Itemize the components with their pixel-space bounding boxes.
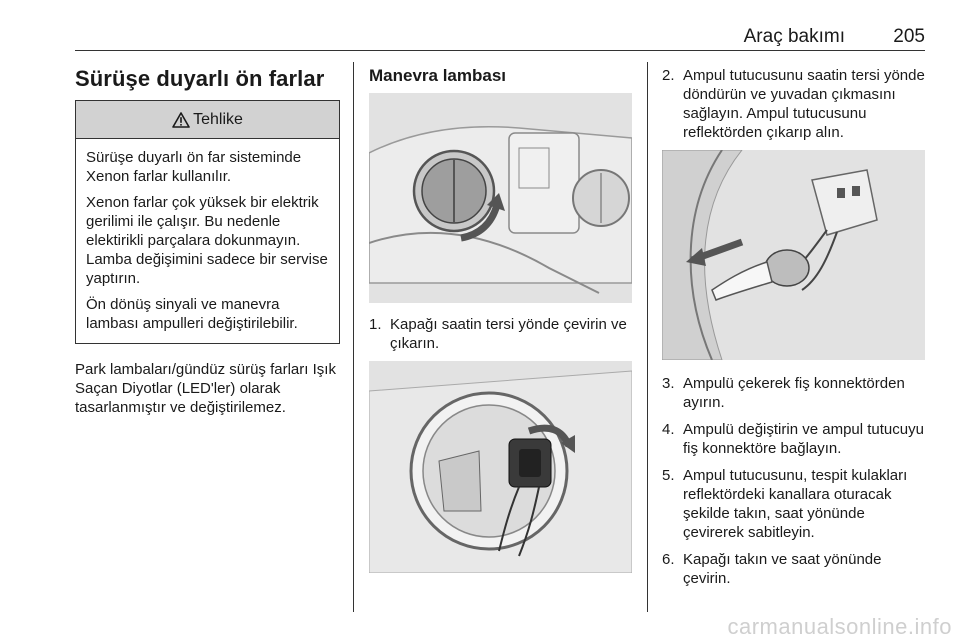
column-middle <box>369 62 634 573</box>
step-number: 2. <box>662 67 675 84</box>
watermark: carmanualsonline.info <box>727 614 952 639</box>
column-divider <box>647 62 648 612</box>
headlamp-cover-illustration <box>369 93 632 303</box>
step-item <box>662 66 927 142</box>
step-item <box>369 315 634 353</box>
step-text: Ampulü değiştirin ve ampul tutucuyu fiş konnektöre bağlayın. <box>683 421 924 457</box>
step-text: Kapağı saatin tersi yönde çevirin ve çıkarın. <box>390 316 627 352</box>
step-text: Ampul tutucusunu, tespit kulakları reflektördeki kanallara oturacak şekilde takın, saat yönünde çevirerek sabitleyin. <box>683 467 908 541</box>
page-header <box>75 24 925 51</box>
column-left <box>75 62 340 417</box>
step-item <box>662 374 927 412</box>
column-divider <box>353 62 354 612</box>
steps-list <box>662 374 927 588</box>
bulb-holder-rotate-illustration <box>369 361 632 573</box>
step-number: 6. <box>662 551 675 568</box>
danger-body <box>76 139 339 343</box>
column-right <box>662 62 927 596</box>
step-number: 1. <box>369 316 382 333</box>
danger-header <box>76 101 339 139</box>
steps-list <box>662 66 927 142</box>
danger-label: Tehlike <box>193 110 243 128</box>
page-number: 205 <box>893 26 925 47</box>
danger-paragraph: Xenon farlar çok yüksek bir elektrik gerilimi ile çalışır. Bu nedenle elektirikli parçalara dokunmayın. Lamba değişimini sadece bir servise yaptırın. <box>86 194 328 287</box>
bulb-remove-illustration <box>662 150 925 360</box>
step-number: 4. <box>662 421 675 438</box>
step-text: Ampul tutucusunu saatin tersi yönde döndürün ve yuvadan çıkmasını sağlayın. Ampul tutucusunu reflektörden çıkarıp alın. <box>683 67 925 141</box>
step-item <box>662 466 927 542</box>
section-subtitle: Manevra lambası <box>369 66 507 85</box>
danger-paragraph: Sürüşe duyarlı ön far sisteminde Xenon farlar kullanılır. <box>86 149 302 185</box>
step-item <box>662 550 927 588</box>
danger-box <box>75 100 340 344</box>
steps-list <box>369 315 634 353</box>
step-number: 5. <box>662 467 675 484</box>
step-item <box>662 420 927 458</box>
step-text: Ampulü çekerek fiş konnektörden ayırın. <box>683 375 905 411</box>
section-title: Araç bakımı <box>743 26 845 47</box>
page-title: Sürüşe duyarlı ön farlar <box>75 66 325 91</box>
danger-paragraph: Ön dönüş sinyali ve manevra lambası ampulleri değiştirilebilir. <box>86 296 298 332</box>
warning-triangle-icon <box>172 112 190 128</box>
step-text: Kapağı takın ve saat yönünde çevirin. <box>683 551 882 587</box>
body-paragraph: Park lambaları/gündüz sürüş farları Işık Saçan Diyotlar (LED'ler) olarak tasarlanmıştır ve değiştirilemez. <box>75 361 336 416</box>
step-number: 3. <box>662 375 675 392</box>
